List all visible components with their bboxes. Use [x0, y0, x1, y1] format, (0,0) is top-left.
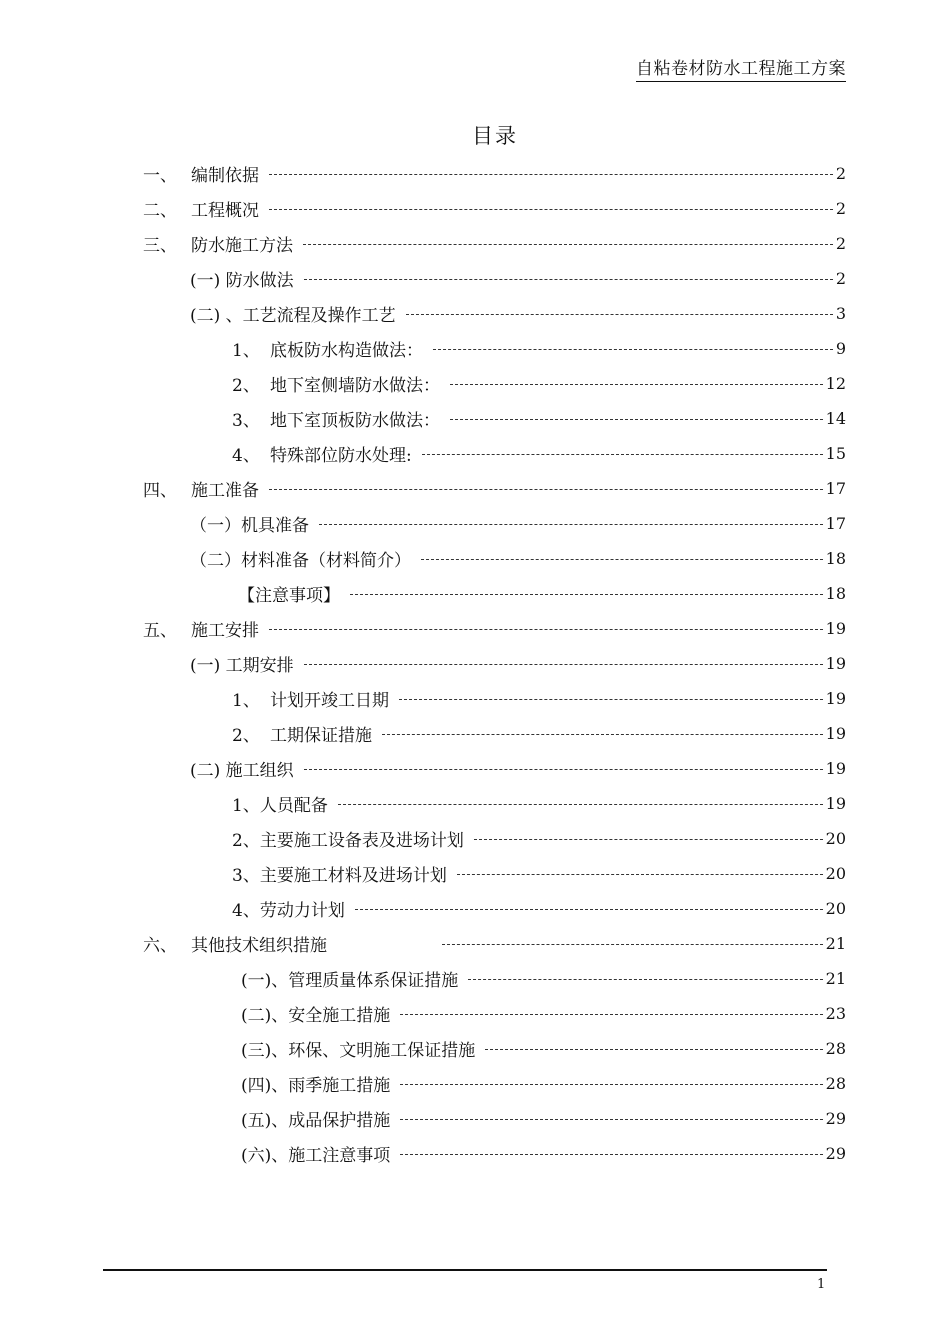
toc-leader-dashes	[450, 419, 823, 420]
toc-entry-label: 施工准备	[191, 480, 259, 501]
toc-entry-number: 4、	[232, 445, 260, 466]
toc-entry-page: 17	[825, 478, 846, 498]
toc-entry[interactable]	[0, 230, 950, 256]
toc-entry-label: 工程概况	[191, 200, 259, 221]
toc-leader-dashes	[303, 244, 833, 245]
toc-leader-dashes	[319, 524, 823, 525]
toc-entry-page: 28	[825, 1038, 846, 1058]
toc-entry-page: 21	[825, 933, 846, 953]
toc-leader-dashes	[304, 279, 833, 280]
toc-leader-dashes	[355, 909, 823, 910]
toc-entry-label: (二) 施工组织	[190, 760, 294, 781]
toc-entry[interactable]	[0, 860, 950, 886]
toc-leader-dashes	[304, 769, 823, 770]
toc-entry-page: 9	[835, 338, 846, 358]
toc-entry-label: (四)、雨季施工措施	[241, 1075, 391, 1096]
toc-leader-dashes	[421, 559, 823, 560]
toc-leader-dashes	[400, 1014, 823, 1015]
toc-entry[interactable]	[0, 1000, 950, 1026]
toc-entry-label: (六)、施工注意事项	[241, 1145, 391, 1166]
footer-page-number: 1	[817, 1277, 826, 1292]
toc-entry-page: 29	[825, 1108, 846, 1128]
toc-entry-page: 29	[825, 1143, 846, 1163]
toc-entry-label: (五)、成品保护措施	[241, 1110, 391, 1131]
toc-entry-label: (二)、安全施工措施	[241, 1005, 391, 1026]
toc-entry-label: 2、主要施工设备表及进场计划	[232, 830, 464, 851]
toc-entry-label: （二）材料准备（材料简介）	[190, 550, 411, 571]
toc-leader-dashes	[474, 839, 823, 840]
toc-entry[interactable]	[0, 895, 950, 921]
toc-entry-page: 20	[825, 898, 846, 918]
toc-entry-page: 17	[825, 513, 846, 533]
toc-entry-page: 20	[825, 828, 846, 848]
toc-entry-number: 1、	[232, 690, 260, 711]
toc-entry[interactable]	[0, 965, 950, 991]
toc-entry[interactable]	[0, 930, 950, 956]
toc-leader-dashes	[450, 384, 823, 385]
toc-entry-page: 19	[825, 793, 846, 813]
toc-leader-dashes	[338, 804, 823, 805]
toc-entry[interactable]	[0, 1140, 950, 1166]
toc-entry-page: 14	[825, 408, 846, 428]
toc-entry[interactable]	[0, 405, 950, 431]
running-header: 自粘卷材防水工程施工方案	[636, 54, 846, 82]
toc-entry-page: 19	[825, 723, 846, 743]
footer-rule	[103, 1269, 827, 1271]
toc-entry-page: 3	[835, 303, 846, 323]
toc-entry[interactable]	[0, 545, 950, 571]
toc-entry-page: 23	[825, 1003, 846, 1023]
toc-entry-page: 19	[825, 653, 846, 673]
toc-entry-page: 2	[835, 233, 846, 253]
toc-leader-dashes	[485, 1049, 823, 1050]
toc-entry-label: （一）机具准备	[190, 515, 309, 536]
toc-entry[interactable]	[0, 265, 950, 291]
toc-entry-page: 18	[825, 548, 846, 568]
toc-entry-number: 2、	[232, 725, 260, 746]
toc-entry[interactable]	[0, 510, 950, 536]
toc-entry-number: 五、	[143, 620, 177, 641]
toc-entry[interactable]	[0, 195, 950, 221]
toc-entry[interactable]	[0, 720, 950, 746]
toc-entry-label: 防水施工方法	[191, 235, 293, 256]
toc-entry-label: 地下室侧墙防水做法：	[270, 375, 440, 396]
toc-leader-dashes	[400, 1084, 823, 1085]
toc-entry-label: 地下室顶板防水做法：	[270, 410, 440, 431]
toc-entry-label: 4、劳动力计划	[232, 900, 345, 921]
toc-leader-dashes	[457, 874, 823, 875]
toc-entry-number: 二、	[143, 200, 177, 221]
toc-leader-dashes	[350, 594, 823, 595]
toc-entry[interactable]	[0, 650, 950, 676]
toc-entry-page: 2	[835, 198, 846, 218]
toc-entry[interactable]	[0, 1105, 950, 1131]
toc-entry[interactable]	[0, 1035, 950, 1061]
toc-entry-label: 【注意事项】	[238, 585, 340, 606]
toc-entry-page: 15	[825, 443, 846, 463]
toc-leader-dashes	[399, 699, 823, 700]
toc-entry-label: (二) 、工艺流程及操作工艺	[190, 305, 396, 326]
toc-entry-page: 20	[825, 863, 846, 883]
toc-entry-page: 19	[825, 758, 846, 778]
toc-leader-dashes	[269, 629, 823, 630]
toc-entry-label: (三)、环保、文明施工保证措施	[241, 1040, 476, 1061]
toc-entry-label: (一)、管理质量体系保证措施	[241, 970, 459, 991]
toc-entry-label: 施工安排	[191, 620, 259, 641]
toc-entry-number: 六、	[143, 935, 177, 956]
toc-leader-dashes	[400, 1119, 823, 1120]
toc-entry-number: 1、	[232, 340, 260, 361]
toc-entry-number: 三、	[143, 235, 177, 256]
toc-entry[interactable]	[0, 335, 950, 361]
toc-entry-page: 19	[825, 688, 846, 708]
toc-entry[interactable]	[0, 160, 950, 186]
toc-entry[interactable]	[0, 615, 950, 641]
toc-leader-dashes	[406, 314, 833, 315]
toc-entry-label: 3、主要施工材料及进场计划	[232, 865, 447, 886]
toc-entry[interactable]	[0, 440, 950, 466]
toc-entry-label: 其他技术组织措施	[191, 935, 327, 956]
toc-entry-page: 18	[825, 583, 846, 603]
toc-leader-dashes	[433, 349, 833, 350]
toc-entry[interactable]	[0, 825, 950, 851]
toc-entry-label: 底板防水构造做法：	[270, 340, 423, 361]
toc-leader-dashes	[304, 664, 823, 665]
toc-entry[interactable]	[0, 300, 950, 326]
toc-entry-label: 工期保证措施	[270, 725, 372, 746]
toc-entry-number: 3、	[232, 410, 260, 431]
toc-entry-label: 编制依据	[191, 165, 259, 186]
toc-leader-dashes	[269, 489, 823, 490]
toc-entry-page: 2	[835, 163, 846, 183]
toc-entry[interactable]	[0, 685, 950, 711]
toc-entry[interactable]	[0, 580, 950, 606]
toc-entry[interactable]	[0, 1070, 950, 1096]
toc-leader-dashes	[468, 979, 823, 980]
toc-entry-number: 一、	[143, 165, 177, 186]
toc-leader-dashes	[269, 174, 833, 175]
toc-entry-number: 2、	[232, 375, 260, 396]
toc-entry-page: 19	[825, 618, 846, 638]
toc-title: 目录	[472, 124, 518, 148]
toc-entry-page: 2	[835, 268, 846, 288]
toc-entry-label: 计划开竣工日期	[270, 690, 389, 711]
toc-entry-page: 28	[825, 1073, 846, 1093]
toc-entry-label: 特殊部位防水处理:	[270, 445, 412, 466]
toc-entry[interactable]	[0, 475, 950, 501]
toc-entry-page: 21	[825, 968, 846, 988]
toc-entry-page: 12	[825, 373, 846, 393]
toc-leader-dashes	[382, 734, 823, 735]
toc-entry-label: 1、人员配备	[232, 795, 328, 816]
toc-entry[interactable]	[0, 790, 950, 816]
toc-leader-dashes	[400, 1154, 823, 1155]
toc-entry[interactable]	[0, 370, 950, 396]
toc-entry-label: (一) 防水做法	[190, 270, 294, 291]
toc-entry-label: (一) 工期安排	[190, 655, 294, 676]
toc-leader-dashes	[442, 944, 823, 945]
toc-entry-number: 四、	[143, 480, 177, 501]
toc-leader-dashes	[422, 454, 823, 455]
toc-entry[interactable]	[0, 755, 950, 781]
toc-leader-dashes	[269, 209, 833, 210]
